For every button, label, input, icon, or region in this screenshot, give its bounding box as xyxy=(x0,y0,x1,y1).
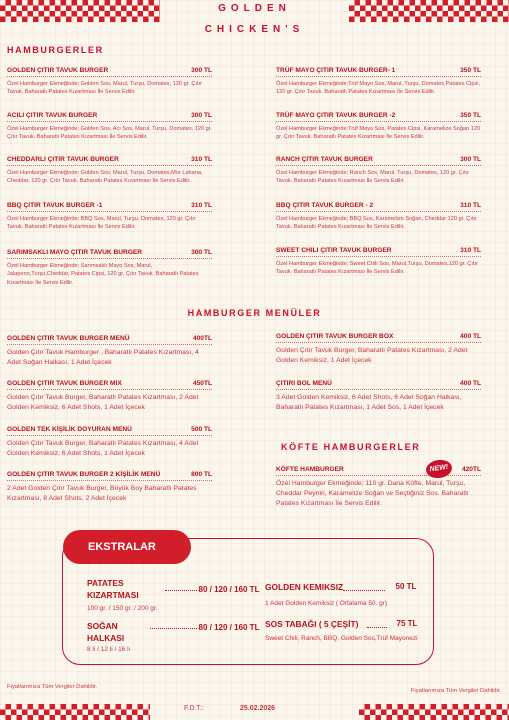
menu-item xyxy=(7,112,212,142)
item-name: GOLDEN ÇITIR TAVUK BURGER MIX xyxy=(7,380,122,387)
menu-item xyxy=(7,156,212,186)
extra-sos-name: SOS TABAĞI ( 5 ÇEŞİT) xyxy=(265,619,359,629)
dotted-leader xyxy=(343,590,385,591)
fdt-label: F.D.T.: xyxy=(184,705,204,712)
footer-tax-note-left: Fiyatlarımıza Tüm Vergiler Dahildir. xyxy=(7,684,98,690)
section-title-menuler: HAMBURGER MENÜLER xyxy=(187,308,322,318)
item-price: 310 TL xyxy=(460,247,481,254)
item-price: 800 TL xyxy=(191,471,212,478)
item-desc: Özel Hamburger Ekmeğinde; Ranch Sos, Marul, Turşu, Domates, 120 gr. Çıtır Tavuk. Baharatlı Patates Kızartması İle Servis Edilir. xyxy=(276,170,470,185)
extra-sogan-price: 80 / 120 / 160 TL xyxy=(198,623,260,632)
item-name: GOLDEN ÇITIR TAVUK BURGER 2 KİŞİLİK MENÜ xyxy=(7,471,161,478)
item-name: TRÜF MAYO ÇITIR TAVUK BURGER- 1 xyxy=(276,67,396,74)
burgers-right-column xyxy=(276,67,481,297)
item-price: 400 TL xyxy=(460,333,481,340)
item-price: 500 TL xyxy=(191,426,212,433)
item-desc: Golden Çıtır Tavuk Burger, Baharatlı Patates Kızartması, 2 Adet Golden Kemiksiz, 1 Adet İçecek xyxy=(276,347,468,364)
extras-title: EKSTRALAR xyxy=(63,530,191,564)
extra-sogan-name: SOĞAN HALKASI xyxy=(87,621,125,643)
extra-patates-price: 80 / 120 / 160 TL xyxy=(198,585,260,594)
item-desc: Özel Hamburger Ekmeğinde; BBQ Sos, Marul, Turşu, Domates, 120 gr. Çıtır Tavuk. Baharatlı Patates Kızartması İle Servis Edilir. xyxy=(7,216,196,231)
item-desc: Özel Hamburger Ekmeğinde; Sarımsaklı Mayo Sos, Marul, Jalapeno,Turşu,Cheddar, Patates Cipsi, 120 gr. Çıtır Tavuk. Baharatlı Patates Kızartması İle Servis Edilir. xyxy=(7,263,199,286)
item-price: 420TL xyxy=(461,466,481,473)
extra-kemiksiz-price: 50 TL xyxy=(395,582,417,591)
item-name: KÖFTE HAMBURGER xyxy=(276,466,344,473)
extra-sos-price: 75 TL xyxy=(396,619,418,628)
extra-sos-sub: Sweet Chili, Ranch, BBQ, Golden Sos,Trüf Mayonezi xyxy=(265,635,418,642)
item-price: 300 TL xyxy=(191,249,212,256)
item-desc: Özel Hamburger Ekmeğinde; BBQ Sos, Karamelize Soğan, Cheddar 120 gr. Çıtır Tavuk. Baharatlı Patates Kızartması İle Servis Edilir. xyxy=(276,216,477,231)
item-desc: Golden Çıtır Tavuk Burger, Baharatlı Patates Kızartması, 4 Adet Golden Kemiksiz, 6 Adet Shots, 1 Adet İçecek xyxy=(7,440,199,457)
item-desc: 3 Adet Golden Kemiksiz, 6 Adet Shots, 6 Adet Soğan Halkası, Baharatlı Patates Kızartması, 1 Adet Sos, 1 Adet İçecek xyxy=(276,394,462,411)
item-name: SARIMSAKLI MAYO ÇITIR TAVUK BURGER xyxy=(7,249,143,256)
menu-item xyxy=(276,202,481,232)
item-desc: Özel Hamburger Ekmeğinde; Sweet Chili Sos, Marul,Turşu, Domates,120 gr. Çıtır Tavuk. Baharatlı Patates Kızartması İle Servis Edilir. xyxy=(276,261,478,276)
item-name: BBQ ÇITIR TAVUK BURGER - 2 xyxy=(276,202,374,209)
footer-tax-note-right: Fiyatlarımıza Tüm Vergiler Dahildir. xyxy=(410,688,501,694)
item-price: 310 TL xyxy=(191,156,212,163)
fdt-date: 25.02.2026 xyxy=(240,705,276,712)
menu-item xyxy=(276,380,481,413)
menu-item xyxy=(276,67,481,97)
extra-patates-sub: 100 gr. / 150 gr. / 200 gr. xyxy=(87,605,158,612)
item-price: 350 TL xyxy=(460,112,481,119)
item-price: 400TL xyxy=(192,335,212,342)
menu-item xyxy=(7,249,212,287)
menu-item xyxy=(276,112,481,142)
brand-name-line2: CHICKEN'S xyxy=(204,24,305,35)
menu-item xyxy=(276,333,481,366)
item-name: GOLDEN ÇITIR TAVUK BURGER xyxy=(7,67,109,74)
menus-left-column xyxy=(7,335,212,505)
item-desc: Golden Çıtır Tavuk Hamburger , Baharatlı Patates Kızartması, 4 Adet Soğan Halkası, 1 Adet İçecek xyxy=(7,349,199,366)
menu-item xyxy=(7,426,212,459)
dotted-leader xyxy=(165,590,197,591)
item-desc: Özel Hamburger Ekmeğinde;Trüf Mayo Sos, Marul, Turşu, Domates,Patates Cipsi, 120 gr. Çıtır Tavuk. Baharatlı Patates Kızartması İle Servis Edilir. xyxy=(276,81,481,96)
extra-kemiksiz-name: GOLDEN KEMIKSIZ xyxy=(265,582,344,592)
item-name: GOLDEN ÇITIR TAVUK BURGER BOX xyxy=(276,333,394,340)
item-name: GOLDEN TEK KİŞİLİK DOYURAN MENÜ xyxy=(7,426,132,433)
menu-item xyxy=(276,156,481,186)
item-price: 450TL xyxy=(192,380,212,387)
menu-item xyxy=(7,380,212,413)
dotted-leader xyxy=(367,627,387,628)
menus-right-column xyxy=(276,333,481,453)
item-price: 310 TL xyxy=(460,202,481,209)
item-price: 350 TL xyxy=(460,67,481,74)
item-desc: 2 Adet Golden Çıtır Tavuk Burger, Büyük Boy Baharatlı Patates Kızartması, 8 Adet Shots, 2 Adet İçecek xyxy=(7,485,197,502)
extra-patates-name: PATATES KIZARTMASI xyxy=(87,578,139,600)
item-desc: Golden Çıtır Tavuk Burger, Baharatlı Patates Kızartması, 2 Adet Golden Kemiksiz, 6 Adet Shots, 1 Adet İçecek xyxy=(7,394,199,411)
item-price: 310 TL xyxy=(191,202,212,209)
menu-item xyxy=(7,335,212,368)
menu-item xyxy=(7,202,212,232)
new-badge: NEW! xyxy=(425,458,453,479)
item-name: SWEET CHILI ÇITIR TAVUK BURGER xyxy=(276,247,392,254)
checker-pattern-bottom-right xyxy=(359,704,509,720)
brand-name-line1: GOLDEN xyxy=(218,3,291,14)
section-title-hamburgerler: HAMBURGERLER xyxy=(7,45,104,55)
menu-item xyxy=(276,247,481,277)
burgers-left-column xyxy=(7,67,212,297)
dotted-leader xyxy=(150,628,197,629)
item-name: RANCH ÇITIR TAVUK BURGER xyxy=(276,156,373,163)
item-name: BBQ ÇITIR TAVUK BURGER -1 xyxy=(7,202,103,209)
item-desc: Özel Hamburger Ekmeğinde; 110 gr. Dana Köfte, Marul, Turşu, Cheddar Peyniri, Karamelize Soğan ve Seçtiğiniz Sos. Baharatlı Patates Kızartması İle Servis Edilir. xyxy=(276,480,469,507)
menu-item xyxy=(7,471,212,504)
checker-pattern-bottom-left xyxy=(0,704,150,720)
menu-item xyxy=(7,67,212,97)
item-price: 300 TL xyxy=(460,156,481,163)
item-name: ACILI ÇITIR TAVUK BURGER xyxy=(7,112,98,119)
item-name: ÇITIRI BOL MENÜ xyxy=(276,380,332,387)
item-price: 300 TL xyxy=(191,67,212,74)
extra-kemiksiz-sub: 1 Adet Golden Kemiksiz ( Ortalama 50. gr) xyxy=(265,600,388,607)
item-name: CHEDDARLI ÇITIR TAVUK BURGER xyxy=(7,156,119,163)
item-desc: Özel Hamburger Ekmeğinde;Trüf Mayo Sos, Patates Cipsi, Karamelize Soğan 120 gr. Çıtır Tavuk. Baharatlı Patates Kızartması İle Servis Edilir. xyxy=(276,126,481,141)
section-title-kofte: KÖFTE HAMBURGERLER xyxy=(281,442,421,452)
item-desc: Özel Hamburger Ekmeğinde; Golden Sos, Marul, Turşu, Domates, 120 gr. Çıtır Tavuk. Baharatlı Patates Kızartması İle Servis Edilir. xyxy=(7,81,202,96)
item-name: TRÜF MAYO ÇITIR TAVUK BURGER -2 xyxy=(276,112,396,119)
kofte-column xyxy=(276,466,481,526)
item-desc: Özel Hamburger Ekmeğinde; Golden Sos, Marul, Turşu, Domates,Mor Lahana, Cheddar, 120 gr. Çıtır Tavuk. Baharatlı Patates Kızartması İle Servis Edilir. xyxy=(7,170,203,185)
item-price: 400 TL xyxy=(460,380,481,387)
item-name: GOLDEN ÇITIR TAVUK BURGER MENÜ xyxy=(7,335,130,342)
item-desc: Özel Hamburger Ekmeğinde; Golden Sos, Acı Sos, Marul, Turşu, Domates, 120 gr. Çıtır Tavuk. Baharatlı Patates Kızartması İle Servis Edilir. xyxy=(7,126,212,141)
extra-sogan-sub: 8 li / 12 li / 16 lı xyxy=(87,646,131,653)
item-price: 300 TL xyxy=(191,112,212,119)
